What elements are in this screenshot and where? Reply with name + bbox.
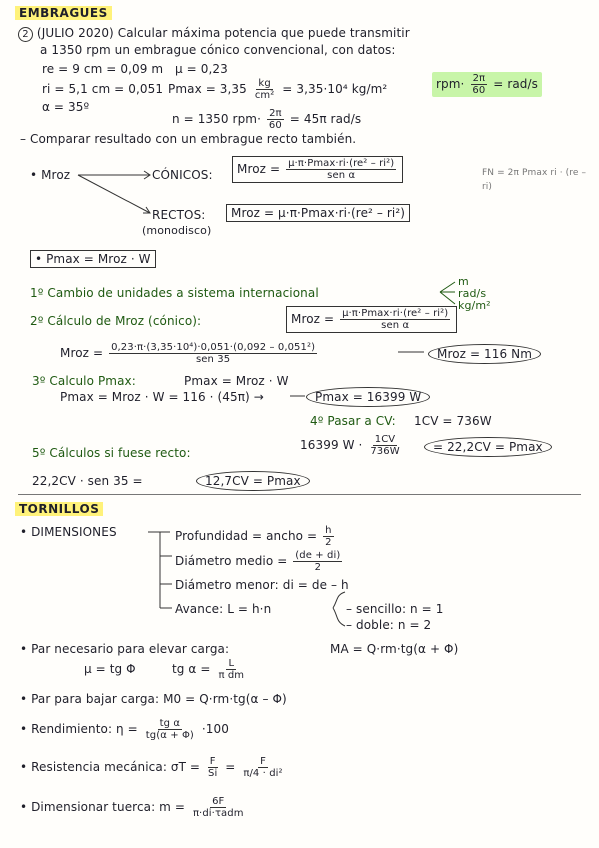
unit-rad-s: rad/s [458,287,487,300]
par-elevar-formula: MA = Q·rm·tg(α + Φ) [330,642,459,656]
compare-note: – Comparar resultado con un embrague recto también. [20,132,357,146]
resistencia-mecanica: • Resistencia mecánica: σT = $\frac{F}{Si}$ = $\frac{F}{\text{π/4 · di²}}$ [20,756,283,779]
mroz-label: • Mroz [30,168,71,182]
dimensiones-label: • DIMENSIONES [20,525,117,539]
step-2-calc: Mroz = $\frac{\text{0,23·π·(3,35·10⁴)·0,051·(0,092 – 0,051²)}}{\text{sen 35}}$ [60,342,316,365]
step-4-equivalence: 1CV = 736W [414,414,492,428]
rendimiento: • Rendimiento: η = $\frac{\text{tg α}}{tg(\alpha + \Phi)}$ ·100 [20,718,229,741]
step-2-result: Mroz = 116 Nm [428,344,541,364]
section-title-tornillos: TORNILLOS [15,502,103,516]
unit-m: m [458,275,469,288]
conicos-label: CÓNICOS: [152,168,213,182]
data-re: re = 9 cm = 0,09 m [42,62,164,76]
mu-tg-phi: μ = tg Φ [84,662,136,676]
step-5: 5º Cálculos si fuese recto: [32,446,191,460]
step-3-formula: Pmax = Mroz · W [184,374,289,388]
unit-kg-m2: kg/m² [458,299,491,312]
data-mu: μ = 0,23 [175,62,228,76]
tg-alpha: tg α = $\frac{L}{\text{π dm}}$ [172,658,245,681]
data-ri: ri = 5,1 cm = 0,051 [42,82,164,96]
step-1: 1º Cambio de unidades a sistema internacional [30,286,319,300]
step-5-result: 12,7CV = Pmax [196,471,310,491]
dim-avance-sencillo: – sencillo: n = 1 [346,602,444,616]
dim-diametro-medio: Diámetro medio = $\frac{(de + di)}{2}$ [175,550,341,573]
problem-number: 2 [18,27,33,42]
rpm-conversion-note: rpm· $\frac{2\pi}{60}$ = rad/s [432,72,542,97]
conicos-formula: Mroz = $\frac{\text{μ·π·Pmax·ri·(re² – ri²)}}{\text{sen α}}$ [232,156,403,183]
step-2-formula: Mroz = $\frac{\text{μ·π·Pmax·ri·(re² – ri²)}}{\text{sen α}}$ [286,306,457,333]
step-3: 3º Calculo Pmax: [32,374,136,388]
pmax-unit-fraction: $\frac{kg}{\text{cm²}}$ [254,78,275,101]
rectos-label: RECTOS: [152,208,206,222]
dim-profundidad: Profundidad = ancho = $\frac{h}{2}$ [175,525,332,548]
par-bajar: • Par para bajar carga: M0 = Q·rm·tg(α – Φ) [20,692,287,706]
faint-fn-note: FN = 2π Pmax ri · (re – ri) [482,168,587,192]
step-2: 2º Cálculo de Mroz (cónico): [30,314,202,328]
pmax-equation: • Pmax = Mroz · W [30,250,156,268]
n-conversion: n = 1350 rpm· $\frac{2\pi}{60}$ = 45π rad/s [172,108,362,131]
data-alpha: α = 35º [42,100,90,114]
par-elevar-label: • Par necesario para elevar carga: [20,642,230,656]
dimensionar-tuerca: • Dimensionar tuerca: m = $\frac{6F}{\text{π·di·τadm}}$ [20,796,244,819]
step-5-calc: 22,2CV · sen 35 = [32,474,143,488]
section-title-embragues: EMBRAGUES [15,6,112,20]
rectos-formula: Mroz = μ·π·Pmax·ri·(re² – ri²) [226,204,410,222]
dim-avance-doble: – doble: n = 2 [346,618,432,632]
dim-diametro-menor: Diámetro menor: di = de – h [175,578,349,592]
monodisco-label: (monodisco) [142,224,212,237]
step-4-calc: 16399 W · $\frac{1CV}{736W}$ [300,434,400,457]
step-4-result: = 22,2CV = Pmax [424,437,552,457]
data-pmax: Pmax = 3,35 $\frac{kg}{\text{cm²}}$ = 3,35·10⁴ kg/m² [168,78,388,101]
dim-avance: Avance: L = h·n [175,602,272,616]
step-3-result: Pmax = 16399 W [306,387,430,407]
step-4: 4º Pasar a CV: [310,414,396,428]
step-3-calc: Pmax = Mroz · W = 116 · (45π) → [60,390,264,404]
problem-line-1: 2 (JULIO 2020) Calcular máxima potencia que puede transmitir [18,26,410,42]
section-divider [18,494,581,495]
problem-line-2: a 1350 rpm un embrague cónico convencional, con datos: [40,43,396,57]
